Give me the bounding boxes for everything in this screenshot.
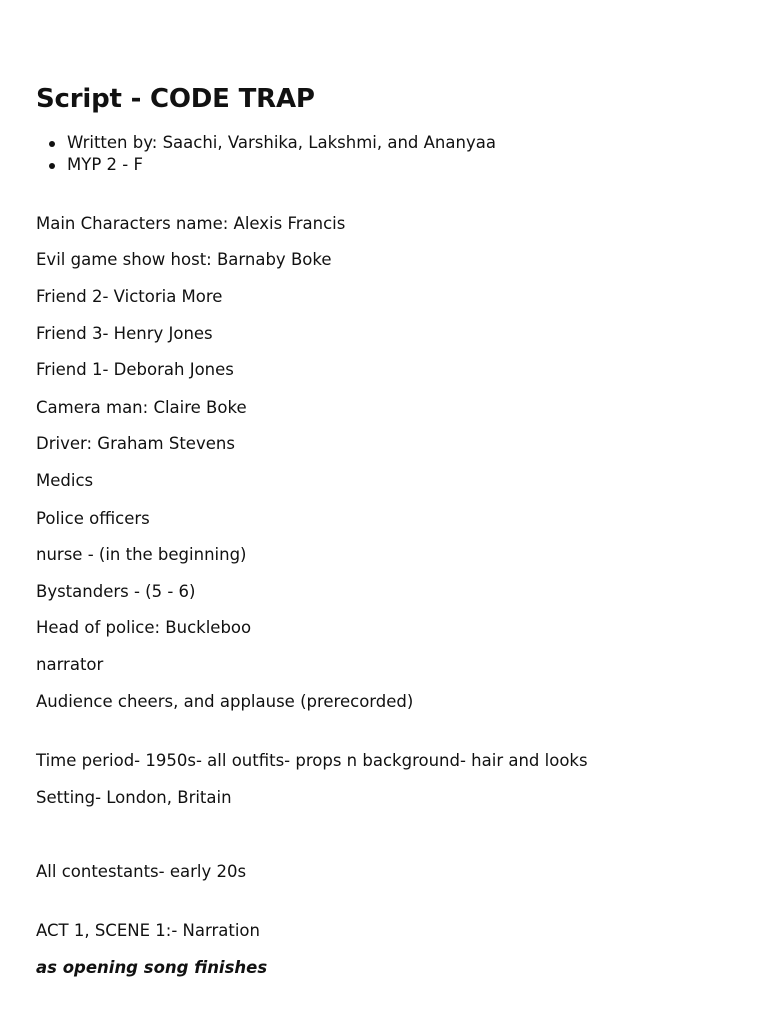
contestants-line: All contestants- early 20s xyxy=(36,862,247,881)
character-line: Audience cheers, and applause (prerecorded) xyxy=(36,692,414,711)
character-line: Friend 1- Deborah Jones xyxy=(36,360,234,379)
time-period-line: Time period- 1950s- all outfits- props n background- hair and looks xyxy=(36,751,588,770)
credits-class: MYP 2 - F xyxy=(36,154,496,176)
character-line: Camera man: Claire Boke xyxy=(36,398,247,417)
character-line: Medics xyxy=(36,471,94,490)
setting-line: Setting- London, Britain xyxy=(36,788,232,807)
character-line: Evil game show host: Barnaby Boke xyxy=(36,250,332,269)
stage-direction: as opening song finishes xyxy=(36,958,268,977)
credits-authors: Written by: Saachi, Varshika, Lakshmi, and Ananyaa xyxy=(36,132,496,154)
character-line: Main Characters name: Alexis Francis xyxy=(36,214,346,233)
character-line: Police officers xyxy=(36,509,150,528)
character-line: Head of police: Buckleboo xyxy=(36,618,252,637)
character-line: nurse - (in the beginning) xyxy=(36,545,247,564)
character-line: narrator xyxy=(36,655,104,674)
credits-list xyxy=(36,132,496,176)
character-line: Friend 3- Henry Jones xyxy=(36,324,213,343)
character-line: Bystanders - (5 - 6) xyxy=(36,582,196,601)
character-line: Friend 2- Victoria More xyxy=(36,287,223,306)
act-heading: ACT 1, SCENE 1:- Narration xyxy=(36,921,260,940)
document-title: Script - CODE TRAP xyxy=(36,84,315,114)
character-line: Driver: Graham Stevens xyxy=(36,434,235,453)
